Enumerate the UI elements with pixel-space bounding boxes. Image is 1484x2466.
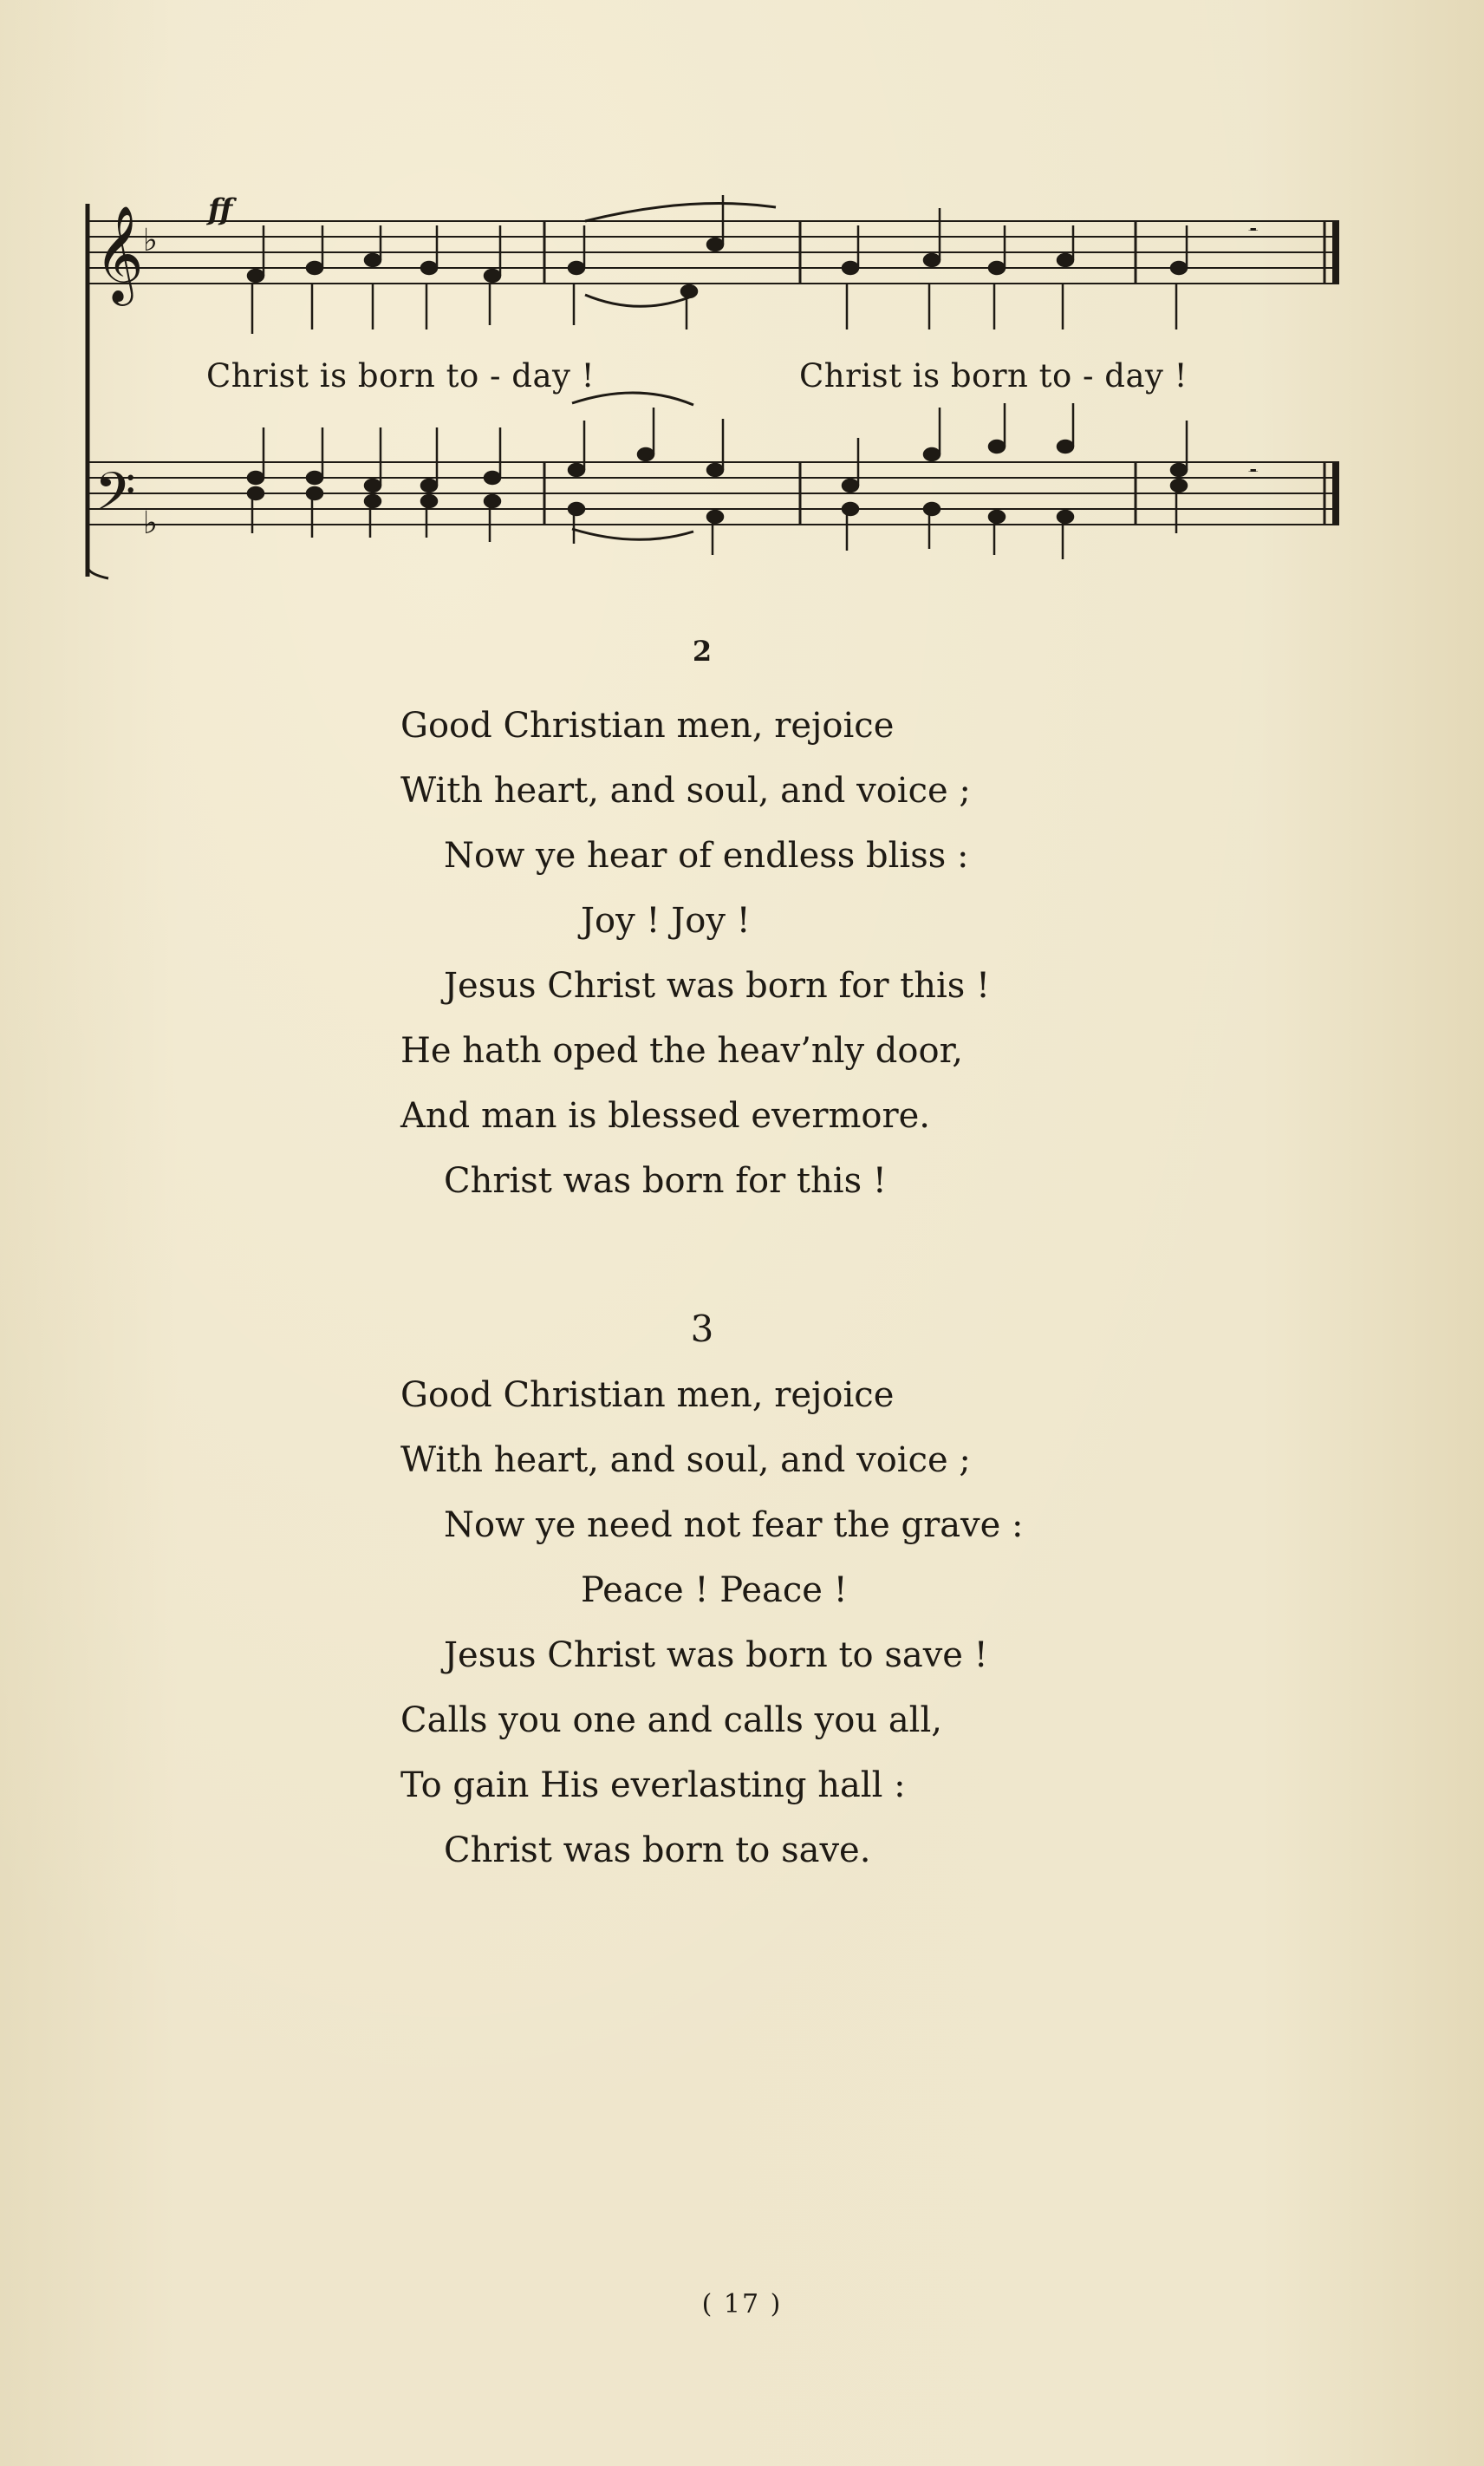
verse-line: To gain His everlasting hall : <box>400 1765 906 1805</box>
page-number: ( 17 ) <box>701 2289 783 2319</box>
verse-line: Good Christian men, rejoice <box>400 1375 895 1415</box>
verse-line: Good Christian men, rejoice <box>400 706 895 746</box>
verse-line: Jesus Christ was born for this ! <box>444 966 991 1006</box>
verse-line: Jesus Christ was born to save ! <box>444 1635 988 1675</box>
verse-line: Calls you one and calls you all, <box>400 1700 942 1740</box>
verse-line: Joy ! Joy ! <box>581 901 751 941</box>
svg-text:𝄼: 𝄼 <box>1248 217 1259 247</box>
verse-line: Peace ! Peace ! <box>581 1570 848 1610</box>
verse-line: And man is blessed evermore. <box>400 1096 930 1136</box>
verse-2 <box>400 694 1181 1214</box>
verse-line: Christ was born for this ! <box>444 1161 887 1201</box>
verse-line: With heart, and soul, and voice ; <box>400 771 971 811</box>
svg-text:♭: ♭ <box>143 223 158 258</box>
svg-text:𝄼: 𝄼 <box>1248 458 1259 488</box>
verse-number: 3 <box>690 1308 714 1350</box>
svg-text:𝄢: 𝄢 <box>94 461 136 536</box>
svg-text:♭: ♭ <box>143 506 158 541</box>
verse-line: With heart, and soul, and voice ; <box>400 1440 971 1480</box>
lyric-line-1: Christ is born to - day ! <box>206 357 596 395</box>
verse-line: Now ye hear of endless bliss : <box>444 836 969 876</box>
svg-text:𝄞: 𝄞 <box>94 205 144 302</box>
verse-line: He hath oped the heav’nly door, <box>400 1031 964 1071</box>
verse-number: 2 <box>692 635 713 668</box>
lyric-line-2: Christ is born to - day ! <box>799 357 1188 395</box>
verse-line: Christ was born to save. <box>444 1830 871 1870</box>
dynamic-marking: ff <box>208 192 233 227</box>
verse-line: Now ye need not fear the grave : <box>444 1505 1024 1545</box>
verse-3 <box>400 1363 1181 1883</box>
